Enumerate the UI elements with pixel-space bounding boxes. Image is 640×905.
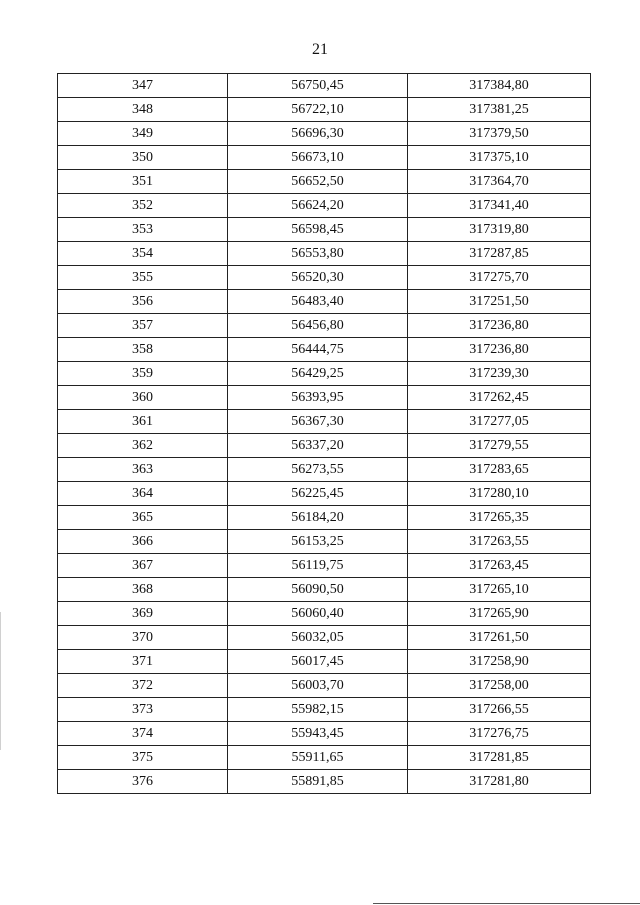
point-number-cell: 369 [58,602,228,626]
table-row [58,674,591,698]
point-number-cell: 366 [58,530,228,554]
y-coordinate-cell: 317379,50 [408,122,591,146]
table-row [58,530,591,554]
table-row [58,770,591,794]
table-row [58,290,591,314]
x-coordinate-cell: 56673,10 [228,146,408,170]
x-coordinate-cell: 56153,25 [228,530,408,554]
x-coordinate-cell: 55943,45 [228,722,408,746]
x-coordinate-cell: 56598,45 [228,218,408,242]
y-coordinate-cell: 317279,55 [408,434,591,458]
point-number-cell: 374 [58,722,228,746]
y-coordinate-cell: 317341,40 [408,194,591,218]
y-coordinate-cell: 317258,90 [408,650,591,674]
y-coordinate-cell: 317276,75 [408,722,591,746]
point-number-cell: 361 [58,410,228,434]
y-coordinate-cell: 317319,80 [408,218,591,242]
table-row [58,218,591,242]
table-row [58,602,591,626]
x-coordinate-cell: 56652,50 [228,170,408,194]
table-row [58,122,591,146]
y-coordinate-cell: 317384,80 [408,74,591,98]
point-number-cell: 365 [58,506,228,530]
x-coordinate-cell: 56429,25 [228,362,408,386]
y-coordinate-cell: 317283,65 [408,458,591,482]
table-row [58,338,591,362]
x-coordinate-cell: 56225,45 [228,482,408,506]
x-coordinate-cell: 56003,70 [228,674,408,698]
x-coordinate-cell: 56456,80 [228,314,408,338]
point-number-cell: 367 [58,554,228,578]
table-row [58,146,591,170]
x-coordinate-cell: 56337,20 [228,434,408,458]
table-row [58,722,591,746]
table-row [58,194,591,218]
point-number-cell: 354 [58,242,228,266]
y-coordinate-cell: 317263,45 [408,554,591,578]
table-row [58,506,591,530]
y-coordinate-cell: 317236,80 [408,338,591,362]
table-row [58,362,591,386]
point-number-cell: 362 [58,434,228,458]
table-row [58,314,591,338]
table-row [58,698,591,722]
bottom-rule [373,903,640,904]
table-row [58,482,591,506]
x-coordinate-cell: 56750,45 [228,74,408,98]
x-coordinate-cell: 56393,95 [228,386,408,410]
y-coordinate-cell: 317281,80 [408,770,591,794]
point-number-cell: 356 [58,290,228,314]
table-row [58,554,591,578]
y-coordinate-cell: 317277,05 [408,410,591,434]
x-coordinate-cell: 56444,75 [228,338,408,362]
point-number-cell: 347 [58,74,228,98]
x-coordinate-cell: 56696,30 [228,122,408,146]
point-number-cell: 351 [58,170,228,194]
table-row [58,74,591,98]
table-row [58,98,591,122]
x-coordinate-cell: 55911,65 [228,746,408,770]
point-number-cell: 355 [58,266,228,290]
point-number-cell: 372 [58,674,228,698]
point-number-cell: 370 [58,626,228,650]
y-coordinate-cell: 317265,90 [408,602,591,626]
scan-edge-mark [0,612,1,750]
table-row [58,626,591,650]
table-row [58,170,591,194]
point-number-cell: 350 [58,146,228,170]
page-number: 21 [312,41,328,58]
point-number-cell: 363 [58,458,228,482]
table-row [58,650,591,674]
x-coordinate-cell: 56722,10 [228,98,408,122]
table-row [58,242,591,266]
coordinates-table-body [58,74,591,794]
point-number-cell: 349 [58,122,228,146]
y-coordinate-cell: 317364,70 [408,170,591,194]
x-coordinate-cell: 56184,20 [228,506,408,530]
x-coordinate-cell: 56624,20 [228,194,408,218]
x-coordinate-cell: 56032,05 [228,626,408,650]
y-coordinate-cell: 317281,85 [408,746,591,770]
x-coordinate-cell: 56017,45 [228,650,408,674]
point-number-cell: 360 [58,386,228,410]
y-coordinate-cell: 317287,85 [408,242,591,266]
table-row [58,578,591,602]
coordinates-table [57,73,591,794]
y-coordinate-cell: 317265,35 [408,506,591,530]
point-number-cell: 358 [58,338,228,362]
point-number-cell: 376 [58,770,228,794]
y-coordinate-cell: 317280,10 [408,482,591,506]
x-coordinate-cell: 56119,75 [228,554,408,578]
point-number-cell: 371 [58,650,228,674]
x-coordinate-cell: 56520,30 [228,266,408,290]
point-number-cell: 364 [58,482,228,506]
table-row [58,410,591,434]
point-number-cell: 348 [58,98,228,122]
y-coordinate-cell: 317262,45 [408,386,591,410]
y-coordinate-cell: 317263,55 [408,530,591,554]
x-coordinate-cell: 56090,50 [228,578,408,602]
point-number-cell: 375 [58,746,228,770]
y-coordinate-cell: 317261,50 [408,626,591,650]
x-coordinate-cell: 55982,15 [228,698,408,722]
y-coordinate-cell: 317375,10 [408,146,591,170]
x-coordinate-cell: 55891,85 [228,770,408,794]
table-row [58,458,591,482]
point-number-cell: 368 [58,578,228,602]
x-coordinate-cell: 56483,40 [228,290,408,314]
x-coordinate-cell: 56553,80 [228,242,408,266]
y-coordinate-cell: 317239,30 [408,362,591,386]
table-row [58,386,591,410]
point-number-cell: 353 [58,218,228,242]
point-number-cell: 352 [58,194,228,218]
table-row [58,266,591,290]
y-coordinate-cell: 317236,80 [408,314,591,338]
y-coordinate-cell: 317265,10 [408,578,591,602]
x-coordinate-cell: 56273,55 [228,458,408,482]
point-number-cell: 373 [58,698,228,722]
point-number-cell: 357 [58,314,228,338]
y-coordinate-cell: 317275,70 [408,266,591,290]
y-coordinate-cell: 317251,50 [408,290,591,314]
y-coordinate-cell: 317266,55 [408,698,591,722]
table-row [58,746,591,770]
x-coordinate-cell: 56060,40 [228,602,408,626]
point-number-cell: 359 [58,362,228,386]
y-coordinate-cell: 317258,00 [408,674,591,698]
table-row [58,434,591,458]
y-coordinate-cell: 317381,25 [408,98,591,122]
x-coordinate-cell: 56367,30 [228,410,408,434]
